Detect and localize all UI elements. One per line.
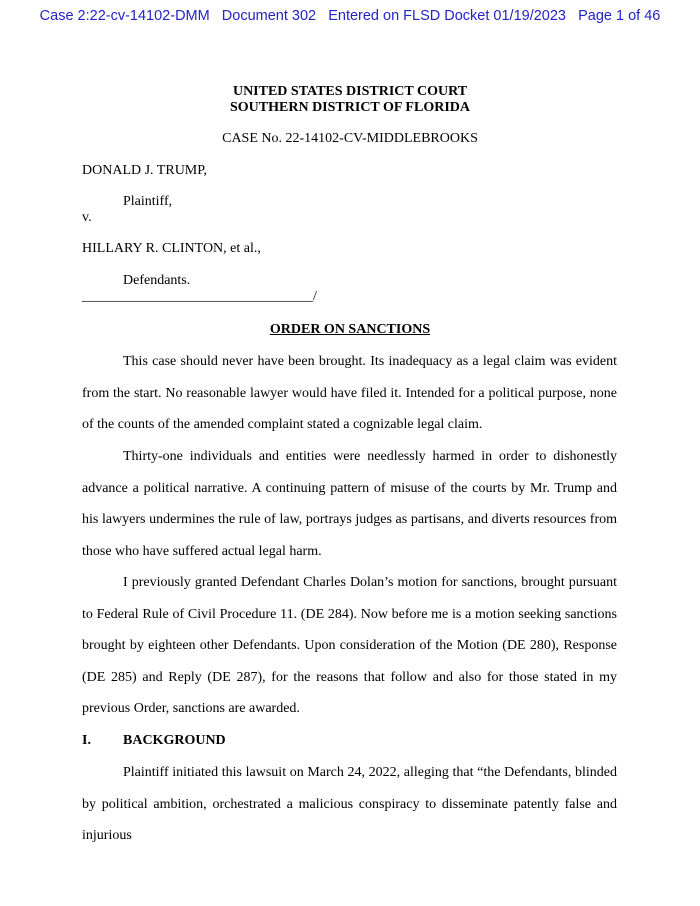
- defendant-name: HILLARY R. CLINTON, et al.,: [82, 241, 261, 256]
- section-number: I.: [82, 733, 91, 748]
- case-number: CASE No. 22-14102-CV-MIDDLEBROOKS: [222, 131, 478, 146]
- body-paragraph-2: Thirty-one individuals and entities were needlessly harmed in order to dishonestly advance a political narrative. A continuing pattern of misuse of the courts by Mr. Trump and his lawyers undermines the rule of law, portrays judges as partisans, and diverts resources from those who have suffered actual legal harm.: [82, 449, 617, 559]
- court-name-line2: SOUTHERN DISTRICT OF FLORIDA: [230, 100, 470, 115]
- plaintiff-label: Plaintiff,: [123, 194, 173, 209]
- docket-entered-date: Entered on FLSD Docket 01/19/2023: [328, 8, 566, 24]
- docket-document-number: Document 302: [221, 8, 317, 24]
- court-name-line1: UNITED STATES DISTRICT COURT: [232, 84, 468, 99]
- defendant-label: Defendants.: [123, 273, 191, 288]
- docket-case-number: Case 2:22-cv-14102-DMM: [39, 8, 210, 24]
- body-paragraph-1: This case should never have been brought. Its inadequacy as a legal claim was evident from the start. No reasonable lawyer would have filed it. Intended for a political purpose, none of the counts of the amended complaint stated a cognizable legal claim.: [82, 354, 617, 432]
- versus-label: v.: [82, 210, 92, 225]
- body-paragraph-3: I previously granted Defendant Charles Dolan’s motion for sanctions, brought pursuant to Federal Rule of Civil Procedure 11. (DE 284). Now before me is a motion seeking sanctions brought by eighteen other Defendants. Upon consideration of the Motion (DE 280), Response (DE 285) and Reply (DE 287), for the reasons that follow and also for those stated in my previous Order, sanctions are awarded.: [82, 575, 617, 716]
- section-heading: BACKGROUND: [123, 733, 226, 748]
- plaintiff-name: DONALD J. TRUMP,: [82, 163, 207, 178]
- body-paragraph-4: Plaintiff initiated this lawsuit on March 24, 2022, alleging that “the Defendants, blinded by political ambition, orchestrated a malicious conspiracy to disseminate patently false and injurious: [82, 765, 617, 843]
- order-title: ORDER ON SANCTIONS: [269, 322, 431, 337]
- docket-header: [0, 8, 700, 24]
- docket-page-number: Page 1 of 46: [578, 8, 661, 24]
- caption-signature-line: _________________________________/: [82, 289, 317, 304]
